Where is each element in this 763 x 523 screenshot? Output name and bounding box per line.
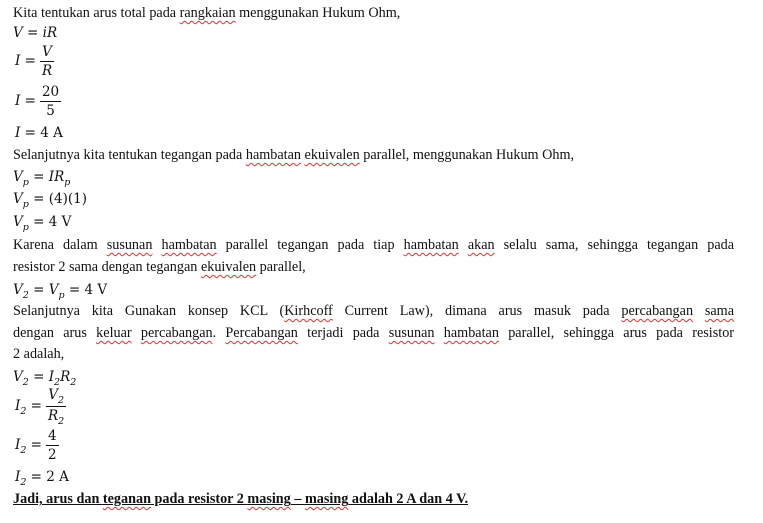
equation-i-4a: I = 4 A bbox=[15, 125, 63, 141]
text bbox=[693, 303, 705, 319]
spellcheck-word: ekuivalen bbox=[304, 147, 360, 163]
math-var: R bbox=[60, 369, 71, 385]
math-var: I bbox=[15, 469, 21, 485]
subscript: 2 bbox=[22, 290, 29, 301]
spellcheck-word: masing bbox=[304, 491, 349, 507]
math-var: I bbox=[15, 398, 21, 414]
spellcheck-word: Kirhcoff bbox=[284, 303, 333, 319]
text: Kita tentukan arus total pada bbox=[13, 5, 180, 21]
text: parallel, menggunakan Hukum Ohm, bbox=[359, 147, 575, 163]
subscript: p bbox=[22, 199, 29, 210]
conclusion-line bbox=[13, 490, 468, 508]
math-var: V bbox=[13, 169, 23, 185]
spellcheck-word: Percabangan bbox=[225, 325, 298, 341]
text: terjadi pada bbox=[297, 325, 389, 341]
text: – bbox=[290, 491, 305, 507]
numerator: 4 bbox=[48, 428, 57, 444]
equation-v2-vp: $V_2 = V_p = 4$ V bbox=[13, 282, 108, 301]
text bbox=[132, 325, 141, 341]
math-var: IR bbox=[48, 169, 65, 185]
subscript: p bbox=[64, 177, 71, 188]
math-var: I bbox=[15, 93, 21, 109]
spellcheck-word: akan bbox=[467, 237, 495, 253]
denominator: 2 bbox=[48, 447, 57, 463]
text: parallel, bbox=[256, 259, 306, 275]
equation-vp-4v: $V_p = 4$ V bbox=[13, 214, 72, 233]
text: . bbox=[212, 325, 226, 341]
subscript: 2 bbox=[20, 445, 27, 456]
next-line bbox=[13, 146, 574, 164]
math-var: I bbox=[15, 53, 21, 69]
text: Selanjutnya kita tentukan tegangan pada bbox=[13, 147, 246, 163]
spellcheck-word: hambatan bbox=[245, 147, 301, 163]
equation-vp-4-1: $V_p = (4)(1)$ bbox=[13, 191, 87, 210]
subscript: p bbox=[22, 177, 29, 188]
spellcheck-word: hambatan bbox=[403, 237, 459, 253]
spellcheck-word: percabangan bbox=[140, 325, 213, 341]
spellcheck-word: susunan bbox=[106, 237, 153, 253]
subscript: p bbox=[22, 222, 29, 233]
spellcheck-word: sama bbox=[704, 303, 734, 319]
math-value: 4 V bbox=[84, 282, 108, 298]
fraction bbox=[46, 387, 66, 426]
subscript: p bbox=[58, 290, 65, 301]
text bbox=[459, 237, 468, 253]
text bbox=[434, 325, 443, 341]
spellcheck-word: ekuivalen bbox=[200, 259, 257, 275]
math-var: I bbox=[48, 369, 55, 385]
equation-i-20-over-5: I = $\frac{20}{5}$ bbox=[15, 84, 60, 119]
spellcheck-word: rangkaian bbox=[179, 5, 236, 21]
math-value: 2 A bbox=[46, 469, 69, 485]
kcl-line-2 bbox=[13, 324, 734, 342]
math-var: V bbox=[48, 282, 59, 298]
math-value: 4 V bbox=[48, 214, 72, 230]
text: Karena dalam bbox=[13, 237, 107, 253]
spellcheck-word: percabangan bbox=[621, 303, 694, 319]
math-var: iR bbox=[42, 25, 58, 41]
text: menggunakan Hukum Ohm, bbox=[235, 5, 401, 21]
math-var: V bbox=[13, 191, 23, 207]
subscript: 2 bbox=[20, 477, 27, 488]
math-value: (4)(1) bbox=[48, 191, 87, 207]
numerator: V bbox=[40, 44, 54, 62]
denominator bbox=[46, 407, 66, 426]
math-var: V bbox=[13, 214, 23, 230]
intro-line bbox=[13, 4, 400, 22]
spellcheck-word: hambatan bbox=[161, 237, 217, 253]
text: resistor 2 sama dengan tegangan bbox=[13, 259, 201, 275]
math-var: R bbox=[48, 408, 59, 424]
math-var: V bbox=[13, 369, 23, 385]
fraction bbox=[40, 84, 61, 119]
text: dengan arus bbox=[13, 325, 97, 341]
equation-i2-2a: $I_2 = 2$ A bbox=[15, 469, 69, 488]
subscript: 2 bbox=[22, 377, 29, 388]
numerator bbox=[46, 387, 66, 407]
text: Current Law), dimana arus masuk pada bbox=[332, 303, 622, 319]
fraction bbox=[40, 44, 54, 79]
text: 2 adalah, bbox=[13, 346, 65, 362]
math-var: V bbox=[48, 387, 58, 403]
text: parallel tegangan pada tiap bbox=[216, 237, 404, 253]
equation-vp-irp: $V_p = IR_p$ bbox=[13, 169, 71, 188]
math-var: V bbox=[13, 282, 23, 298]
spellcheck-word: teganan bbox=[102, 491, 151, 507]
karena-line-2 bbox=[13, 258, 306, 276]
subscript: 2 bbox=[70, 377, 77, 388]
fraction bbox=[46, 428, 59, 463]
subscript: 2 bbox=[58, 416, 65, 427]
equation-i-v-over-r: I = $\frac{V}{R}$ bbox=[15, 44, 53, 79]
subscript: 2 bbox=[57, 395, 64, 406]
equation-i2-v2-over-r2: $I_2$ = $\frac{V_2}{R_2}$ bbox=[15, 387, 65, 427]
kcl-line-1 bbox=[13, 302, 734, 320]
math-value: 4 A bbox=[40, 125, 63, 141]
subscript: 2 bbox=[54, 377, 61, 388]
kcl-line-3 bbox=[13, 345, 64, 363]
text: Selanjutnya kita Gunakan konsep KCL ( bbox=[13, 303, 285, 319]
text: Jadi, arus dan bbox=[13, 491, 103, 507]
equation-v2-i2r2: $V_2 = I_2R_2$ bbox=[13, 369, 77, 388]
subscript: 2 bbox=[20, 406, 27, 417]
text: parallel, sehingga arus pada resistor bbox=[498, 325, 735, 341]
equation-i2-4-over-2: $I_2$ = $\frac{4}{2}$ bbox=[15, 428, 57, 463]
text: selalu sama, sehingga tegangan pada bbox=[494, 237, 735, 253]
spellcheck-word: susunan bbox=[388, 325, 435, 341]
math-var: V bbox=[13, 25, 23, 41]
numerator: 20 bbox=[41, 84, 60, 100]
denominator: R bbox=[41, 63, 53, 79]
spellcheck-word: masing bbox=[247, 491, 291, 507]
spellcheck-word: hambatan bbox=[443, 325, 499, 341]
spellcheck-word: keluar bbox=[96, 325, 132, 341]
text: pada resistor 2 bbox=[150, 491, 248, 507]
karena-line-1 bbox=[13, 236, 734, 254]
denominator: 5 bbox=[46, 103, 55, 119]
equation-v-ir: V = iR bbox=[13, 25, 58, 41]
text: adalah 2 A dan 4 V. bbox=[348, 491, 469, 507]
math-var: I bbox=[15, 437, 21, 453]
math-var: I bbox=[15, 125, 21, 141]
